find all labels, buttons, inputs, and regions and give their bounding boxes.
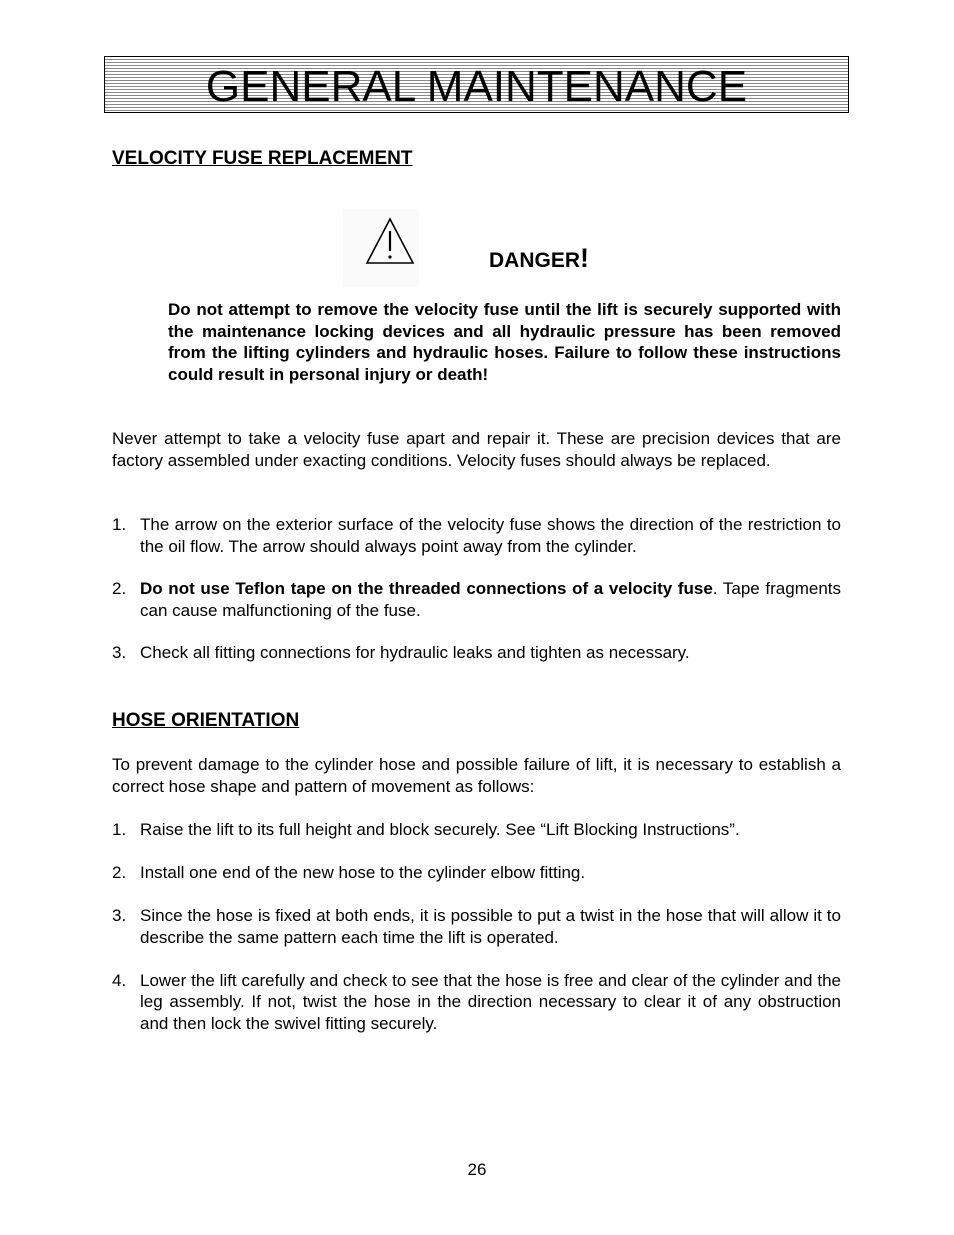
danger-label: DANGER!	[489, 243, 590, 273]
hose-orientation-steps	[112, 819, 841, 1034]
list-item: 2. Do not use Teflon tape on the threaded connections of a velocity fuse. Tape fragments can cause malfunctioning of the fuse.	[112, 579, 841, 620]
hose-orientation-intro: To prevent damage to the cylinder hose and possible failure of lift, it is necessary to establish a correct hose shape and pattern of movement as follows:	[112, 755, 841, 796]
velocity-fuse-intro: Never attempt to take a velocity fuse apart and repair it. These are precision devices that are factory assembled under exacting conditions. Velocity fuses should always be replaced.	[112, 429, 841, 470]
list-item: 3. Since the hose is fixed at both ends, it is possible to put a twist in the hose that will allow it to describe the same pattern each time the lift is operated.	[112, 906, 841, 947]
list-item: 1. The arrow on the exterior surface of the velocity fuse shows the direction of the restriction to the oil flow. The arrow should always point away from the cylinder.	[112, 515, 841, 556]
velocity-fuse-steps	[112, 514, 841, 664]
list-item: 1. Raise the lift to its full height and block securely. See “Lift Blocking Instructions”.	[112, 820, 740, 839]
list-item: 4. Lower the lift carefully and check to see that the hose is free and clear of the cylinder and the leg assembly. If not, twist the hose in the direction necessary to clear it of any obstruction and then lock the swivel fitting securely.	[112, 970, 841, 1033]
title-banner	[104, 56, 849, 113]
velocity-fuse-heading: VELOCITY FUSE REPLACEMENT	[112, 148, 413, 169]
list-item: 2. Install one end of the new hose to the cylinder elbow fitting.	[112, 863, 586, 882]
page-number: 26	[467, 1160, 487, 1179]
warning-triangle-icon	[343, 209, 419, 287]
danger-warning-text: Do not attempt to remove the velocity fuse until the lift is securely supported with the maintenance locking devices and all hydraulic pressure has been removed from the lifting cylinders and hydraulic hoses. Failure to follow these instructions could result in personal injury or death!	[168, 300, 841, 385]
page-title: GENERAL MAINTENANCE	[205, 61, 748, 111]
hose-orientation-heading: HOSE ORIENTATION	[112, 710, 300, 731]
list-item: 3. Check all fitting connections for hydraulic leaks and tighten as necessary.	[112, 643, 690, 662]
